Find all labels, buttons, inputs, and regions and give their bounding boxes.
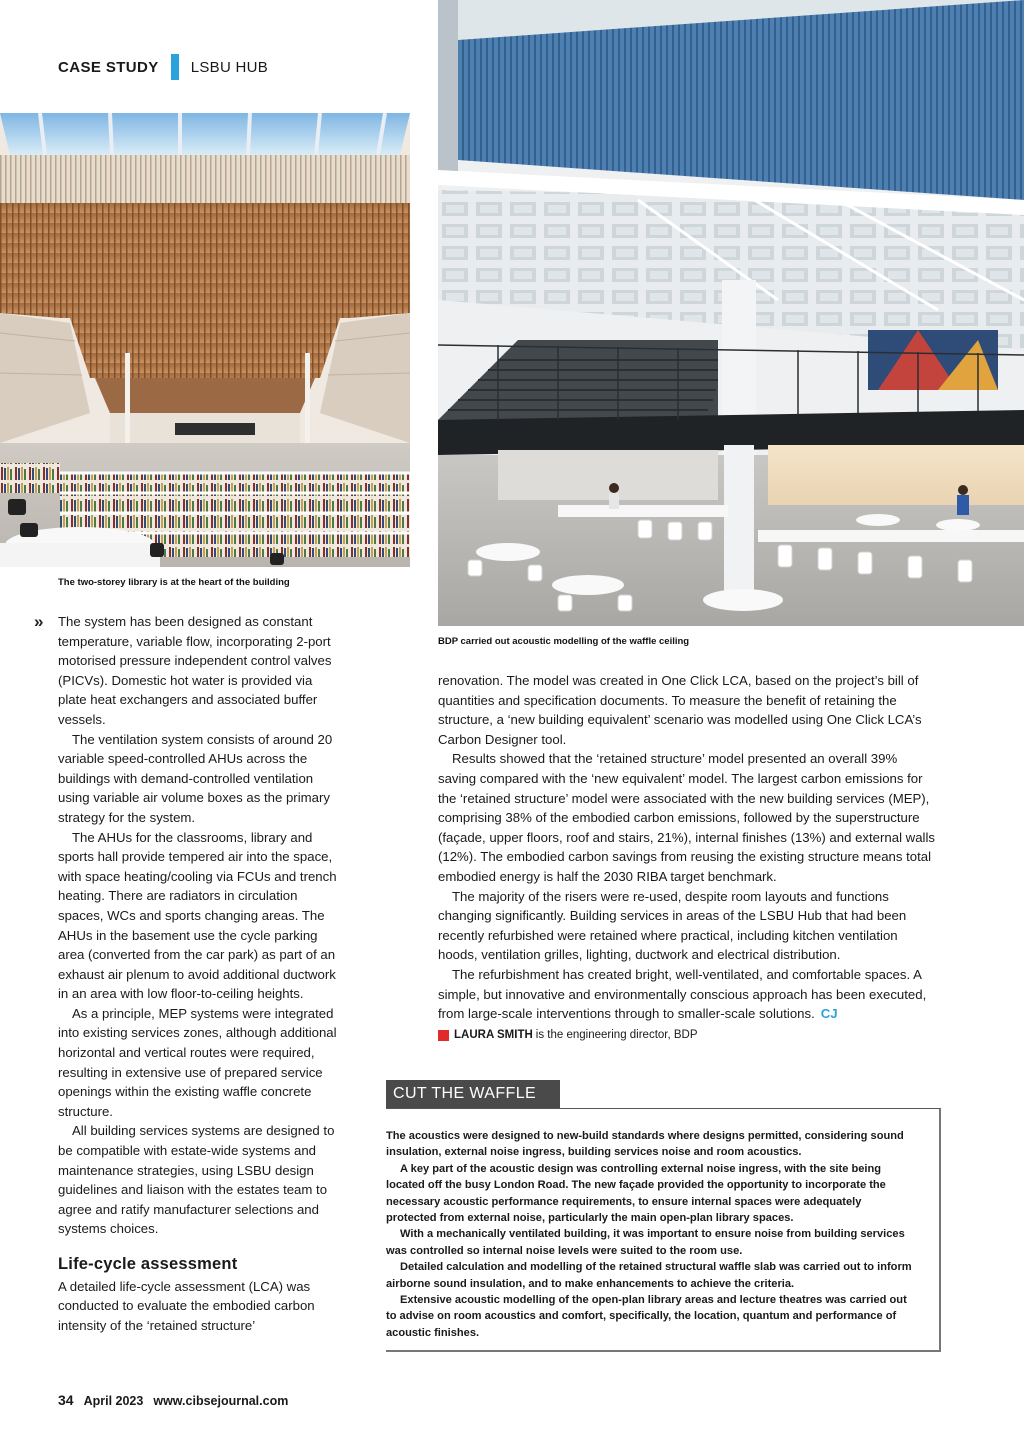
header-accent-bar <box>171 54 179 80</box>
author-name: LAURA SMITH <box>454 1028 533 1041</box>
body-paragraph: The ventilation system consists of around 20 variable speed-controlled AHUs across the buildings with demand-controlled ventilation using variable air volume boxes as the primary strategy for the system. <box>58 731 333 825</box>
right-column <box>438 671 938 1045</box>
sidebar-paragraph: With a mechanically ventilated building, it was important to ensure noise from building services was controlled so internal noise levels were suited to the room use. <box>386 1228 905 1257</box>
body-paragraph: Results showed that the ‘retained structure’ model presented an overall 39% saving compared with the ‘new equivalent’ model. The largest carbon emissions for the ‘retained structure’ model were associated with the new building services (MEP), comprising 38% of the embodied carbon emissions, followed by the superstructure (façade, upper floors, roof and stairs, 21%), internal finishes (13%) and external walls (12%). The embodied carbon savings from reusing the existing structure means total embodied energy is half the 2030 RIBA target benchmark. <box>438 751 935 884</box>
body-paragraph: A detailed life-cycle assessment (LCA) was conducted to evaluate the embodied carbon intensity of the ‘retained structure’ <box>58 1278 315 1333</box>
library-caption: The two-storey library is at the heart of the building <box>58 577 290 588</box>
page-footer <box>58 1392 288 1408</box>
section-label: CASE STUDY <box>58 58 159 76</box>
sidebar-body <box>386 1128 914 1341</box>
subheading: Life-cycle assessment <box>58 1255 238 1273</box>
page-header <box>58 56 268 78</box>
body-paragraph-last <box>438 965 938 1024</box>
body-paragraph: The system has been designed as constant temperature, variable flow, incorporating 2-port motorised pressure independent control valves (PICVs). Domestic hot water is provided via plate heat exchangers and associated buffer vessels. <box>58 614 332 727</box>
body-paragraph: renovation. The model was created in One Click LCA, based on the project’s bill of quantities and specification documents. To measure the benefit of retaining the structure, a ‘new building equivalent’ scenario was modelled using One Click LCA’s Carbon Designer tool. <box>438 673 922 747</box>
sidebar-paragraph: Extensive acoustic modelling of the open-plan library areas and lecture theatres was carried out to advise on room acoustics and comfort, specifically, the location, quantum and performance of acoustic finishes. <box>386 1294 907 1339</box>
atrium-photo <box>438 0 1024 626</box>
website-link[interactable]: www.cibsejournal.com <box>153 1394 289 1408</box>
body-text: The refurbishment has created bright, well-ventilated, and comfortable spaces. A simple, but innovative and environmentally conscious approach has been executed, from large-scale interventions through to smaller-scale solutions. <box>438 966 927 1022</box>
atrium-caption: BDP carried out acoustic modelling of the waffle ceiling <box>438 636 690 647</box>
page-number: 34 <box>58 1392 74 1408</box>
body-paragraph: The AHUs for the classrooms, library and sports hall provide tempered air into the space, with space heating/cooling via FCUs and trench heating. There are radiators in circulation spaces, WCs and sports changing areas. The AHUs in the basement use the cycle parking area (converted from the car park) as part of an exhaust air plenum to avoid additional ductwork in an area with low floor-to-ceiling heights. <box>58 829 337 1002</box>
end-mark: CJ <box>820 1006 838 1022</box>
double-chevron-right-icon: » <box>34 612 44 631</box>
body-paragraph: The majority of the risers were re-used, despite room layouts and functions changing significantly. Building services in areas of the LSBU Hub that had been recently refurbished were retained where practical, including kitchen ventilation hoods, ventilation grilles, lighting, ductwork and electrical distribution. <box>438 888 907 963</box>
left-column <box>34 612 338 1335</box>
body-paragraph: As a principle, MEP systems were integrated into existing services zones, although additional horizontal and vertical routes were required, resulting in extensive use of prepared service openings within the existing waffle concrete structure. <box>58 1005 337 1119</box>
sidebar-paragraph: Detailed calculation and modelling of the retained structural waffle slab was carried out to inform airborne sound insulation, and to make enhancements to achieve the criteria. <box>386 1261 912 1290</box>
body-paragraph: All building services systems are designed to be compatible with estate-wide systems and maintenance strategies, using LSBU design guidelines and liaison with the estates team to agree and ratify manufacturer selections and systems choices. <box>58 1123 335 1237</box>
author-marker <box>438 1030 449 1041</box>
sidebar-paragraph: A key part of the acoustic design was controlling external noise ingress, with the site being located off the busy London Road. The new façade provided the opportunity to incorporate the necessary acoustic performance requirements, to ensure internal spaces were adequately protected from external noise, particularly the main open-plan library spaces. <box>386 1162 886 1225</box>
topic-label: LSBU HUB <box>190 58 269 76</box>
author-byline <box>438 1026 938 1046</box>
author-role: is the engineering director, BDP <box>535 1028 698 1041</box>
sidebar-box <box>386 1108 941 1352</box>
issue-date: April 2023 <box>83 1394 144 1408</box>
library-photo <box>0 113 410 567</box>
sidebar-paragraph: The acoustics were designed to new-build standards where designs permitted, considering sound insulation, external noise ingress, building services noise and room acoustics. <box>386 1130 904 1159</box>
sidebar-title: CUT THE WAFFLE <box>386 1080 560 1108</box>
